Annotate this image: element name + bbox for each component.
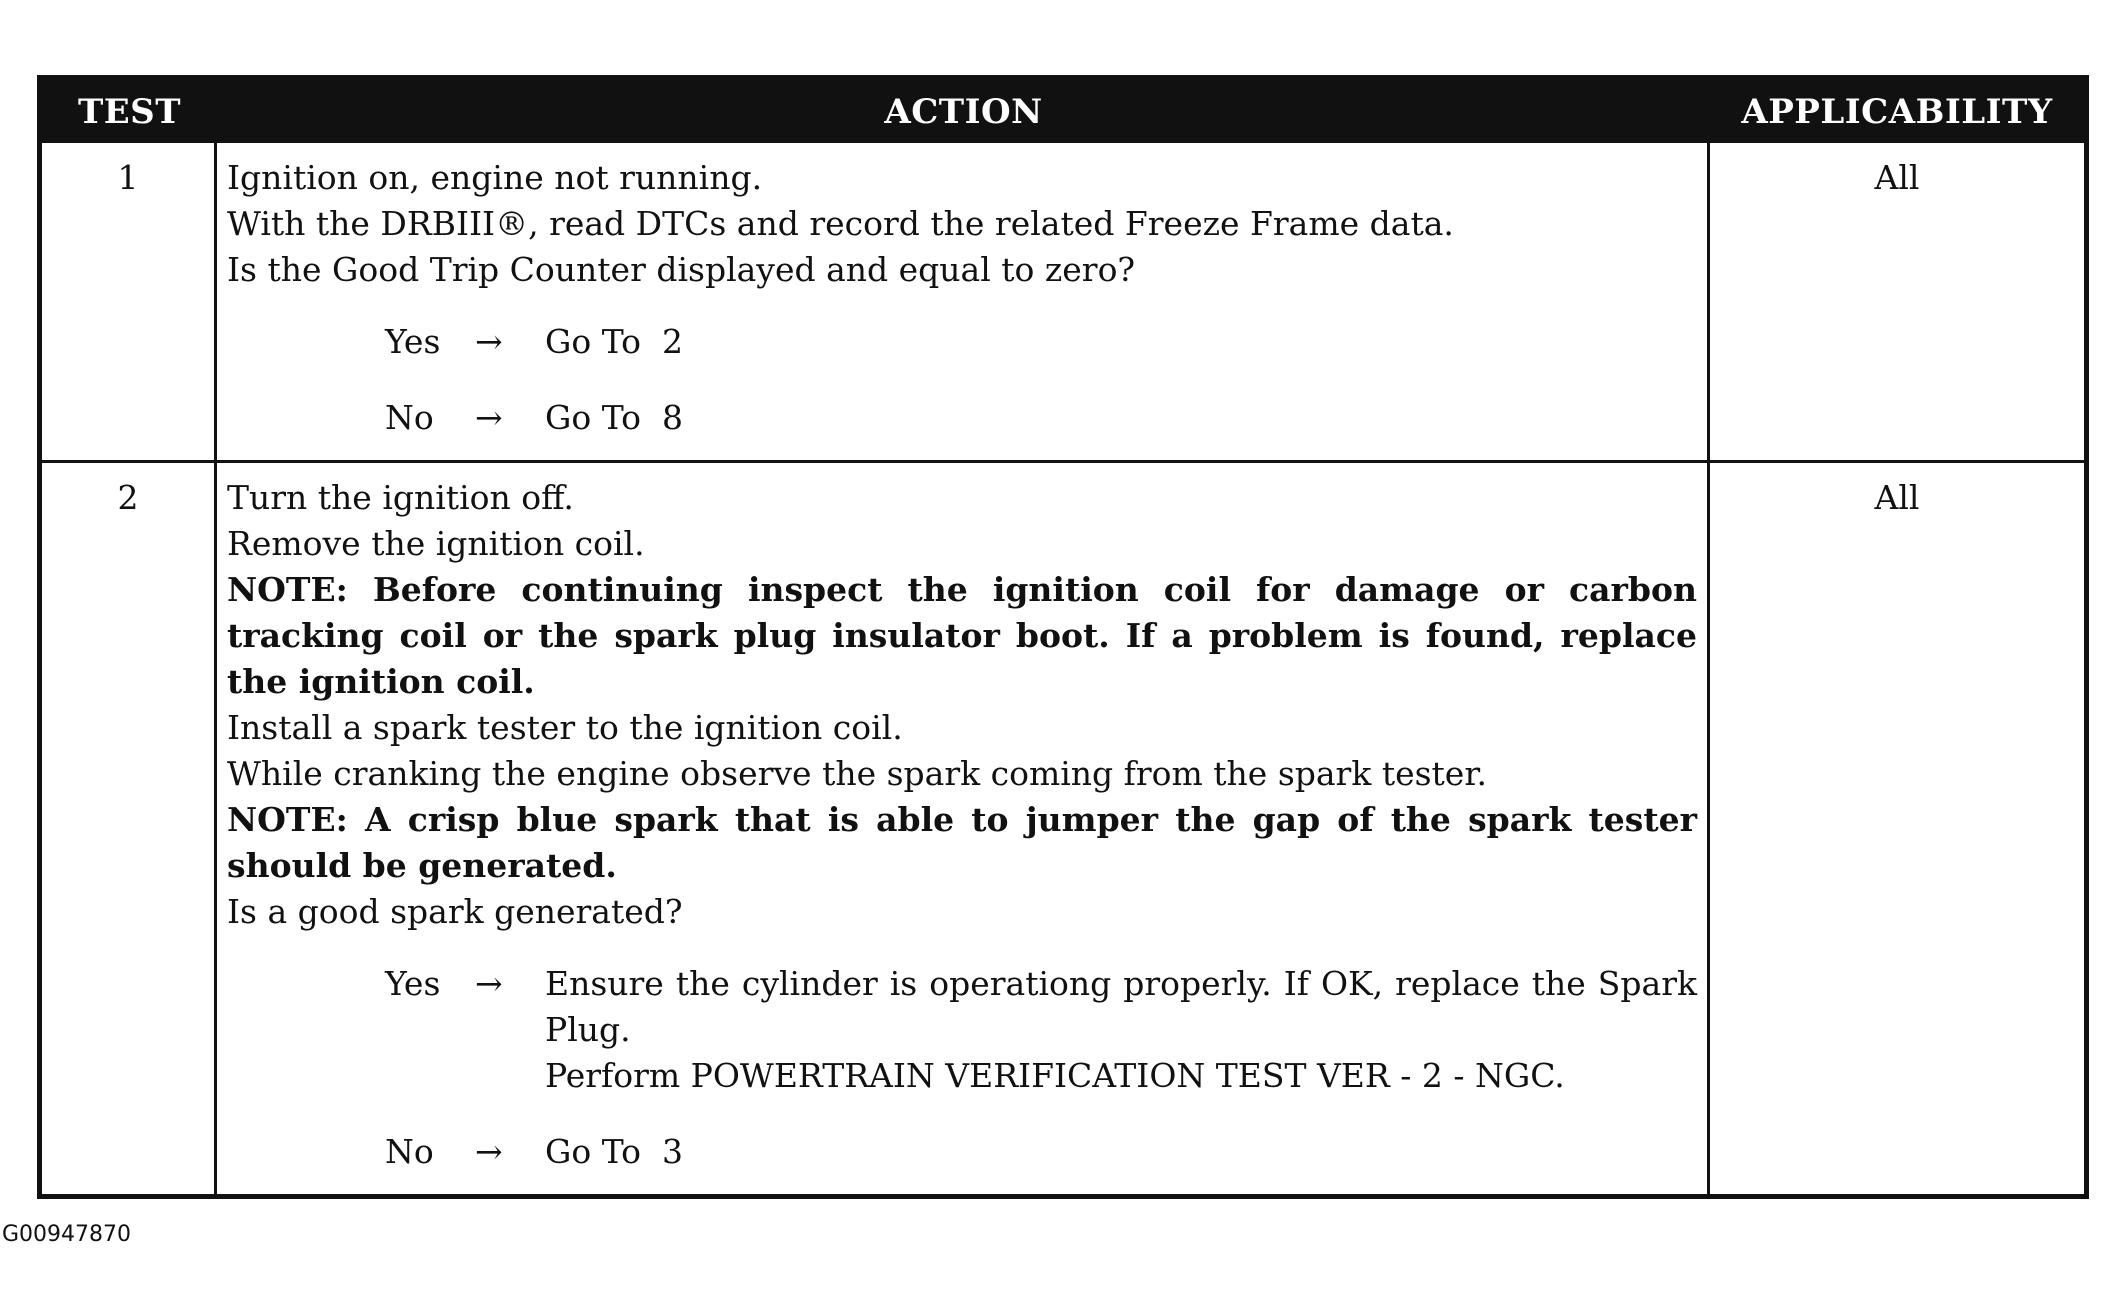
answer-no (227, 395, 1697, 441)
figure-code: G00947870 (2, 1222, 132, 1247)
answer-text: Go To 8 (545, 398, 684, 437)
answer-label: Yes (385, 964, 441, 1003)
answer-text: Ensure the cylinder is operationg properly. If OK, replace the Spark Plug. (545, 964, 1697, 1049)
header-applicability: APPLICABILITY (1710, 80, 2084, 143)
action-cell-test-2 (217, 463, 1710, 1194)
note-text: NOTE: Before continuing inspect the ignition coil for damage or carbon tracking coil or the spark plug insulator boot. If a problem is found, replace the ignition coil. (227, 570, 1697, 701)
header-action: ACTION (217, 80, 1710, 143)
answer-list (227, 319, 1697, 441)
header-test: TEST (42, 80, 217, 143)
answer-list (227, 961, 1697, 1175)
action-line: With the DRBIII®, read DTCs and record the related Freeze Frame data. (227, 204, 1454, 243)
answer-yes (227, 319, 1697, 365)
answer-label: No (385, 398, 434, 437)
action-line: Ignition on, engine not running. (227, 158, 763, 197)
arrow-right-icon: → (475, 1132, 503, 1171)
answer-text: Go To 2 (545, 322, 684, 361)
test-number-2: 2 (42, 463, 217, 1194)
action-line: Turn the ignition off. (227, 478, 574, 517)
action-line: Install a spark tester to the ignition coil. (227, 708, 903, 747)
applicability-1: All (1710, 143, 2084, 463)
arrow-right-icon: → (475, 964, 503, 1003)
answer-no (227, 1129, 1697, 1175)
action-line: While cranking the engine observe the spark coming from the spark tester. (227, 754, 1487, 793)
test-number-1: 1 (42, 143, 217, 463)
answer-label: No (385, 1132, 434, 1171)
answer-text-block (545, 961, 1697, 1099)
arrow-right-icon: → (475, 322, 503, 361)
applicability-2: All (1874, 478, 1920, 517)
answer-text: Go To 3 (545, 1132, 684, 1171)
action-cell-test-1 (217, 143, 1710, 463)
action-line: Remove the ignition coil. (227, 524, 645, 563)
answer-yes (227, 961, 1697, 1099)
diagnostic-test-table (37, 75, 2089, 1199)
arrow-right-icon: → (475, 398, 503, 437)
action-question: Is a good spark generated? (227, 892, 683, 931)
action-question: Is the Good Trip Counter displayed and equal to zero? (227, 250, 1136, 289)
answer-label: Yes (385, 322, 441, 361)
answer-text: Perform POWERTRAIN VERIFICATION TEST VER - 2 - NGC. (545, 1056, 1565, 1095)
note-text: NOTE: A crisp blue spark that is able to jumper the gap of the spark tester should be generated. (227, 800, 1697, 885)
